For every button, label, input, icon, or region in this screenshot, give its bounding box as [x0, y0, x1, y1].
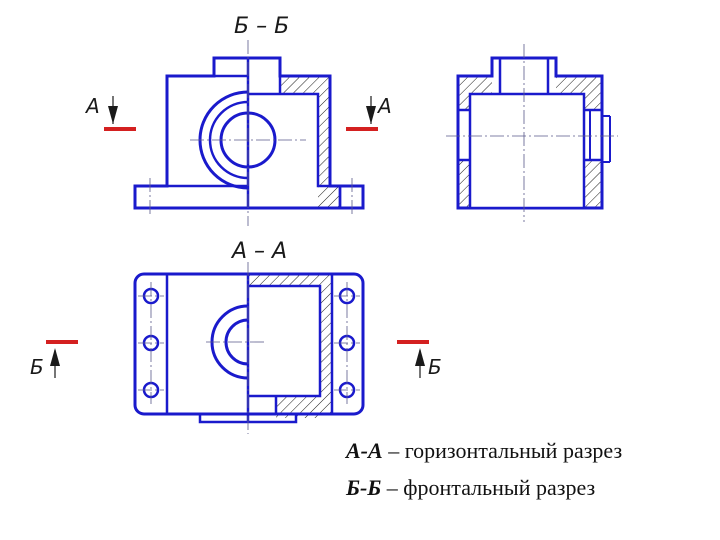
svg-text:А: А: [86, 94, 100, 118]
svg-text:Б: Б: [428, 355, 442, 379]
top-inner-cavity: [248, 286, 320, 396]
legend-section-bb: [346, 475, 595, 501]
section-aa-title: А – А: [232, 239, 288, 264]
cut-marker-a-right: [346, 94, 392, 129]
legend-section-aa: [346, 438, 622, 464]
legend-code-bb: Б-Б: [346, 475, 382, 500]
legend-dash-aa: –: [388, 438, 400, 463]
front-inner-cavity: [167, 94, 340, 208]
cut-marker-a-left: [84, 94, 136, 129]
top-view-section-aa: [135, 239, 363, 434]
legend-text-bb: фронтальный разрез: [403, 475, 596, 500]
svg-text:Б: Б: [30, 355, 44, 379]
legend-code-aa: А-А: [346, 438, 383, 463]
front-view-section-bb: [135, 14, 363, 226]
svg-text:А: А: [378, 94, 392, 118]
side-view: [446, 44, 618, 222]
legend-text-aa: горизонтальный разрез: [404, 438, 623, 463]
cut-marker-b-left: [30, 342, 78, 379]
cut-marker-b-right: [397, 342, 442, 379]
legend-dash-bb: –: [386, 475, 398, 500]
section-bb-title: Б – Б: [234, 14, 290, 39]
side-inner-cavity: [470, 94, 584, 208]
